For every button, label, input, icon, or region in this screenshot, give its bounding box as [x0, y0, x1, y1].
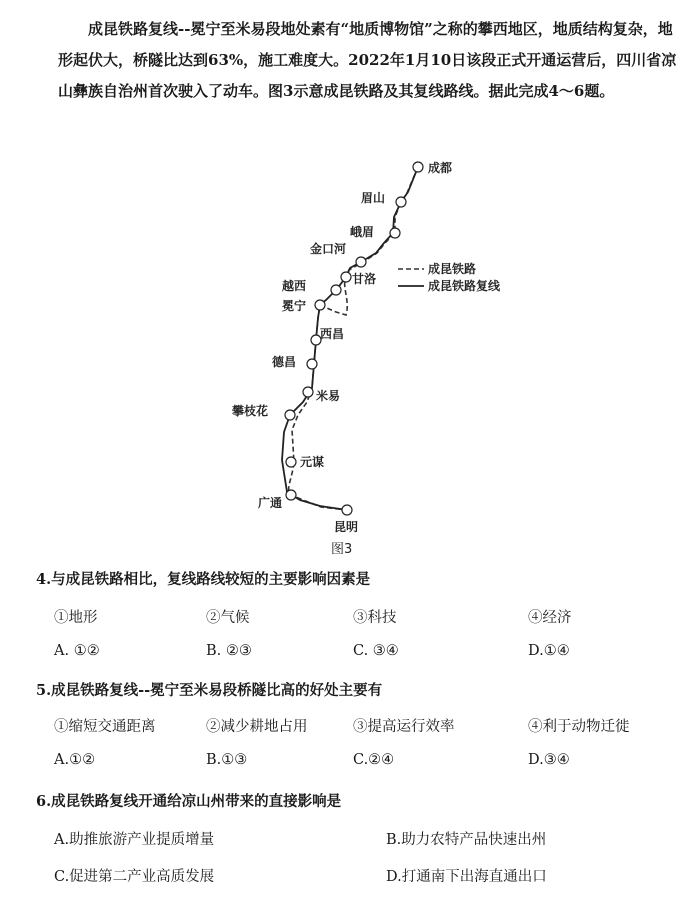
q4-choice-c: C. ③④	[353, 643, 399, 659]
label-yuanmou: 元谋	[300, 455, 325, 469]
intro-text: 成昆铁路复线--冕宁至米易段地处素有“地质博物馆”之称的攀西地区，地质结构复杂，地形起伏大，桥隧比达到63%，施工难度大。2022年1月10日该段正式开通运营后，四川省凉山彝族自治州首次驶入了动车。图3示意成昆铁路及其复线路线。据此完成4～6题。	[58, 20, 677, 100]
figure-caption: 图3	[331, 542, 353, 557]
question-5-stem: 5.成昆铁路复线--冕宁至米易段桥隧比高的好处主要有	[36, 682, 383, 699]
q5-item-2: ②减少耕地占用	[206, 719, 308, 735]
railway-map	[0, 150, 693, 570]
map-legend	[398, 261, 501, 293]
q5-choice-c: C.②④	[353, 752, 395, 768]
station-meishan	[396, 197, 406, 207]
q5-item-4: ④利于动物迁徙	[528, 719, 630, 735]
legend-new-line-label: 成昆铁路复线	[428, 279, 501, 293]
q4-item-4: ④经济	[528, 610, 572, 626]
label-panzhihua: 攀枝花	[232, 404, 269, 418]
station-guangtong	[286, 490, 296, 500]
label-ganluo: 甘洛	[352, 272, 377, 286]
q4-item-1: ①地形	[54, 610, 98, 626]
station-dechang	[307, 359, 317, 369]
q6-choice-c: C.促进第二产业高质发展	[54, 869, 215, 885]
label-mianning: 冕宁	[282, 299, 307, 313]
station-emei	[390, 228, 400, 238]
q5-choice-a: A.①②	[54, 752, 96, 768]
station-miyi	[303, 387, 313, 397]
station-jinkouhe	[356, 257, 366, 267]
label-chengdu: 成都	[428, 161, 453, 175]
station-mianning	[315, 300, 325, 310]
question-6-stem: 6.成昆铁路复线开通给凉山州带来的直接影响是	[36, 793, 342, 810]
q4-choice-b: B. ②③	[206, 643, 252, 659]
q4-item-2: ②气候	[206, 610, 250, 626]
station-chengdu	[413, 162, 423, 172]
q5-choice-b: B.①③	[206, 752, 248, 768]
station-yuexi	[331, 285, 341, 295]
label-xichang: 西昌	[320, 327, 345, 341]
label-emei: 峨眉	[350, 225, 375, 239]
label-meishan: 眉山	[361, 191, 386, 205]
q5-item-1: ①缩短交通距离	[54, 719, 156, 735]
q6-choice-d: D.打通南下出海直通出口	[386, 869, 547, 885]
q4-choice-d: D.①④	[528, 643, 570, 659]
station-panzhihua	[285, 410, 295, 420]
q6-choice-b: B.助力农特产品快速出州	[386, 832, 547, 848]
station-ganluo	[341, 272, 351, 282]
intro-paragraph	[58, 14, 683, 107]
q5-item-3: ③提高运行效率	[353, 719, 455, 735]
label-miyi: 米易	[316, 389, 341, 403]
label-guangtong: 广通	[258, 496, 283, 510]
legend-old-line-label: 成昆铁路	[428, 262, 477, 276]
label-yuexi: 越西	[282, 279, 307, 293]
station-yuanmou	[286, 457, 296, 467]
label-dechang: 德昌	[272, 355, 297, 369]
q4-choice-a: A. ①②	[54, 643, 100, 659]
label-kunming: 昆明	[334, 520, 359, 534]
q4-item-3: ③科技	[353, 610, 397, 626]
q6-choice-a: A.助推旅游产业提质增量	[54, 832, 215, 848]
question-4-stem: 4.与成昆铁路相比，复线路线较短的主要影响因素是	[36, 571, 371, 588]
label-jinkouhe: 金口河	[310, 242, 347, 256]
q5-choice-d: D.③④	[528, 752, 570, 768]
station-kunming	[342, 505, 352, 515]
